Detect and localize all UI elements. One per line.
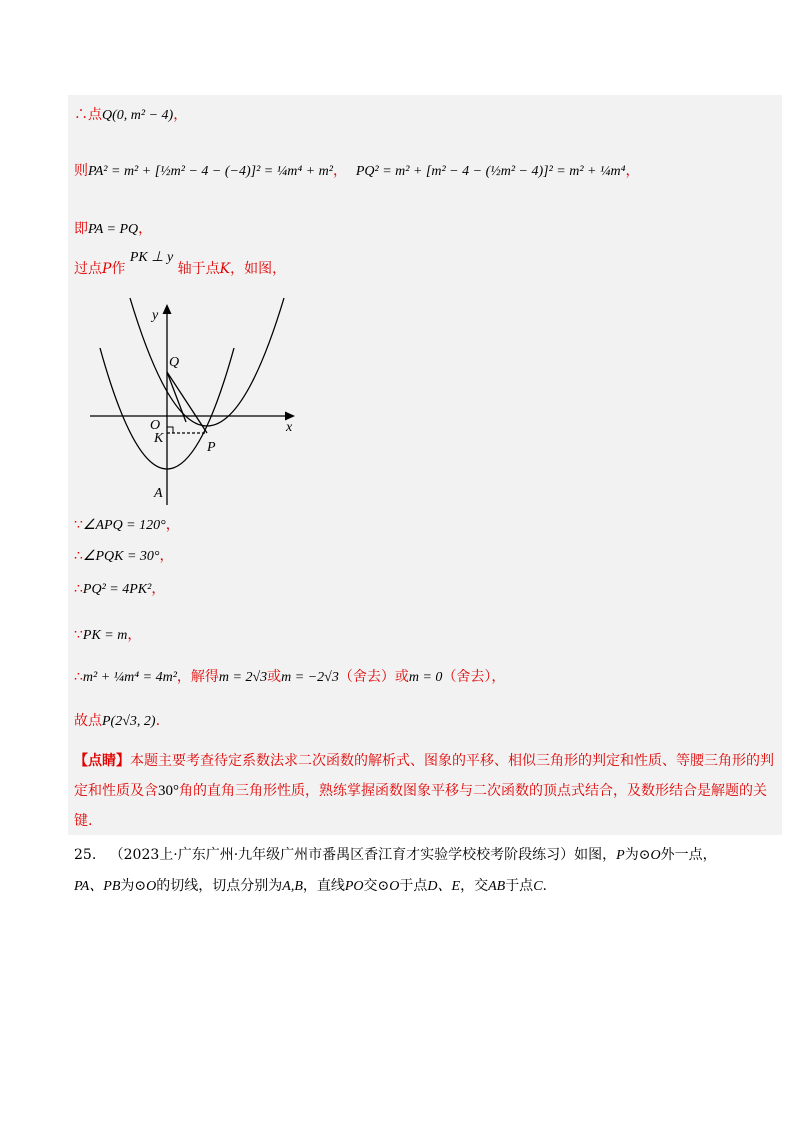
label-q: Q: [169, 355, 180, 370]
solution-line-9: ∴m² + ¼m⁴ = 4m²，解得m = 2√3或m = −2√3（舍去）或m = 0（舍去），: [74, 669, 506, 685]
solution-line-5: ∵∠APQ = 120°，: [74, 517, 180, 533]
solution-line-1: ∴点Q(0, m² − 4)，: [74, 107, 188, 123]
solution-line-8: ∵PK = m，: [74, 627, 142, 643]
right-angle-mark: [167, 427, 173, 433]
label-x: x: [286, 420, 293, 435]
question-number: 25.: [74, 847, 97, 863]
question-25: 25. （2023上·广东广州·九年级广州市番禺区香江育才实验学校校考阶段练习）如图，P为⊙O外一点， PA、PB为⊙O的切线，切点分别为A,B，直线PO交⊙O于点D、E，交AB于点C.: [74, 847, 717, 894]
label-k: K: [154, 431, 164, 446]
segment-qp: [167, 372, 207, 433]
solution-line-2: 则PA² = m² + [½m² − 4 − (−4)]² = ¼m⁴ + m²， PQ² = m² + [m² − 4 − (½m² − 4)]² = m² + ¼m⁴，: [74, 163, 640, 179]
parabola-figure: [90, 290, 310, 505]
label-a: A: [154, 486, 163, 501]
label-o: O: [150, 418, 161, 433]
label-y: y: [152, 308, 159, 323]
y-axis-arrow: [163, 304, 172, 314]
comment-paragraph: 【点睛】本题主要考查待定系数法求二次函数的解析式、图象的平移、相似三角形的判定和性质、等腰三角形的判定和性质及含30°角的直角三角形性质，熟练掌握函数图象平移与二次函数的顶点式结合，及数形结合是解题的关键.: [74, 753, 774, 829]
solution-line-3: 即PA = PQ，: [74, 221, 153, 237]
comment-label: 【点睛】: [74, 753, 130, 769]
solution-line-4: 过点P作 PK ⊥ y 轴于点K，如图，: [74, 250, 287, 277]
solution-line-10: 故点P(2√3, 2).: [74, 713, 161, 729]
solution-line-6: ∴∠PQK = 30°，: [74, 548, 174, 564]
solution-line-7: ∴PQ² = 4PK²，: [74, 581, 166, 597]
label-p: P: [207, 440, 216, 455]
